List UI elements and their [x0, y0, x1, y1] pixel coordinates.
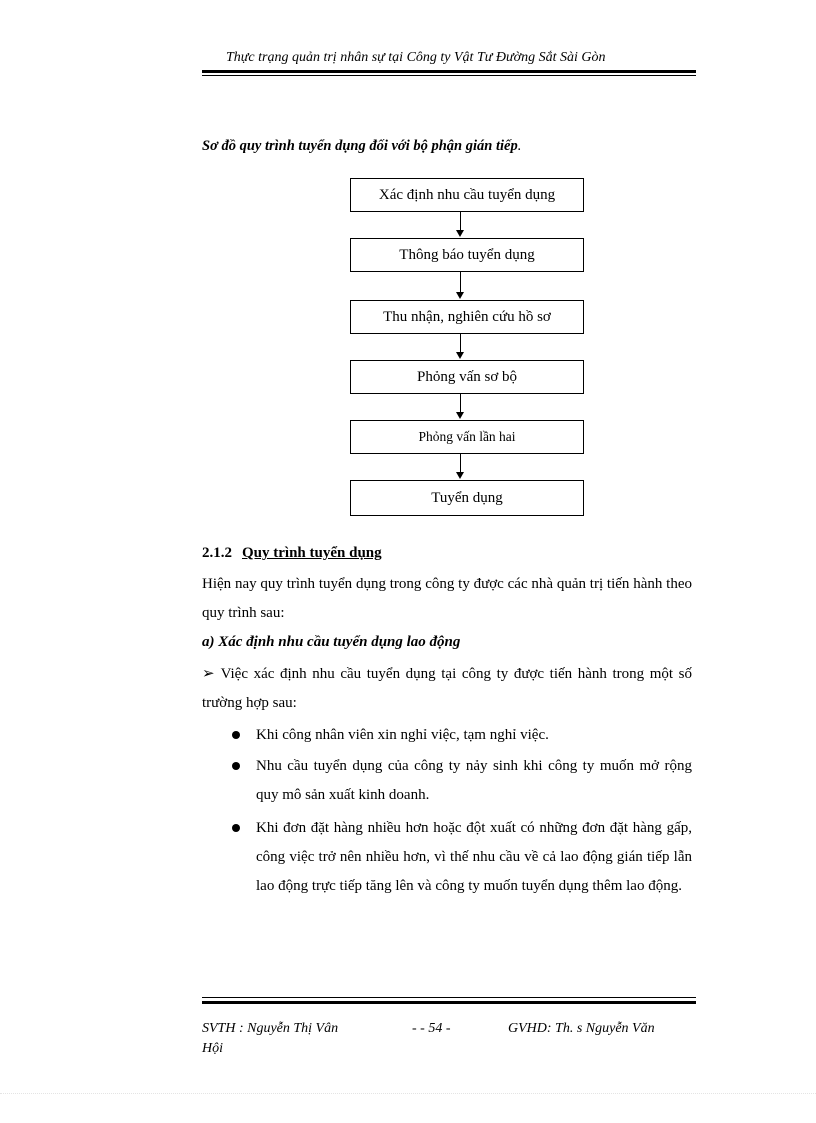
flow-step-3: Thu nhận, nghiên cứu hồ sơ	[350, 300, 584, 334]
footer-rule-thin	[202, 997, 696, 998]
flow-step-2: Thông báo tuyển dụng	[350, 238, 584, 272]
footer-student-cont: Hội	[202, 1041, 223, 1056]
arrow-paragraph	[202, 660, 692, 718]
page-number: - - 54 -	[412, 1021, 451, 1036]
bullet-dot-2	[232, 762, 240, 770]
diagram-title-text: Sơ đồ quy trình tuyển dụng đối với bộ phận gián tiếp	[202, 138, 518, 154]
flow-step-4: Phỏng vấn sơ bộ	[350, 360, 584, 394]
arrow-bullet-icon: ➢	[202, 666, 215, 682]
bullet-dot-1	[232, 731, 240, 739]
flow-step-6: Tuyển dụng	[350, 480, 584, 516]
intro-paragraph: Hiện nay quy trình tuyển dụng trong công ty được các nhà quản trị tiến hành theo quy trình sau:	[202, 576, 692, 621]
footer-rule-thick	[202, 1001, 696, 1004]
section-number: 2.1.2	[202, 545, 232, 561]
arrow-paragraph-text: Việc xác định nhu cầu tuyển dụng tại công ty được tiến hành trong một số trường hợp sau:	[202, 666, 692, 711]
bullet-dot-3	[232, 824, 240, 832]
header-rule-thick	[202, 70, 696, 73]
footer-student: SVTH : Nguyễn Thị Vân	[202, 1021, 339, 1036]
bullet-item-3: Khi đơn đặt hàng nhiều hơn hoặc đột xuất có những đơn đặt hàng gấp, công việc trở nên nhiều hơn, vì thế nhu cầu về cả lao động gián tiếp lẫn lao động trực tiếp tăng lên và công ty muốn tuyển dụng thêm lao động.	[256, 820, 692, 894]
section-title: Quy trình tuyển dụng	[242, 545, 382, 561]
diagram-title	[202, 138, 521, 155]
section-heading	[202, 545, 382, 562]
page-edge-dotted-line	[0, 1093, 816, 1094]
diagram-title-period: .	[517, 138, 522, 154]
header-rule-thin	[202, 75, 696, 76]
subheading: a) Xác định nhu cầu tuyển dụng lao động	[202, 634, 461, 650]
bullet-item-2: Nhu cầu tuyển dụng của công ty nảy sinh khi công ty muốn mở rộng quy mô sản xuất kinh doanh.	[256, 758, 692, 803]
flow-step-5: Phỏng vấn lần hai	[350, 420, 584, 454]
bullet-item-1: Khi công nhân viên xin nghỉ việc, tạm nghỉ việc.	[256, 727, 549, 743]
flow-step-1: Xác định nhu cầu tuyển dụng	[350, 178, 584, 212]
footer-advisor: GVHD: Th. s Nguyễn Văn	[508, 1021, 655, 1036]
running-header: Thực trạng quản trị nhân sự tại Công ty Vật Tư Đường Sắt Sài Gòn	[226, 50, 606, 65]
